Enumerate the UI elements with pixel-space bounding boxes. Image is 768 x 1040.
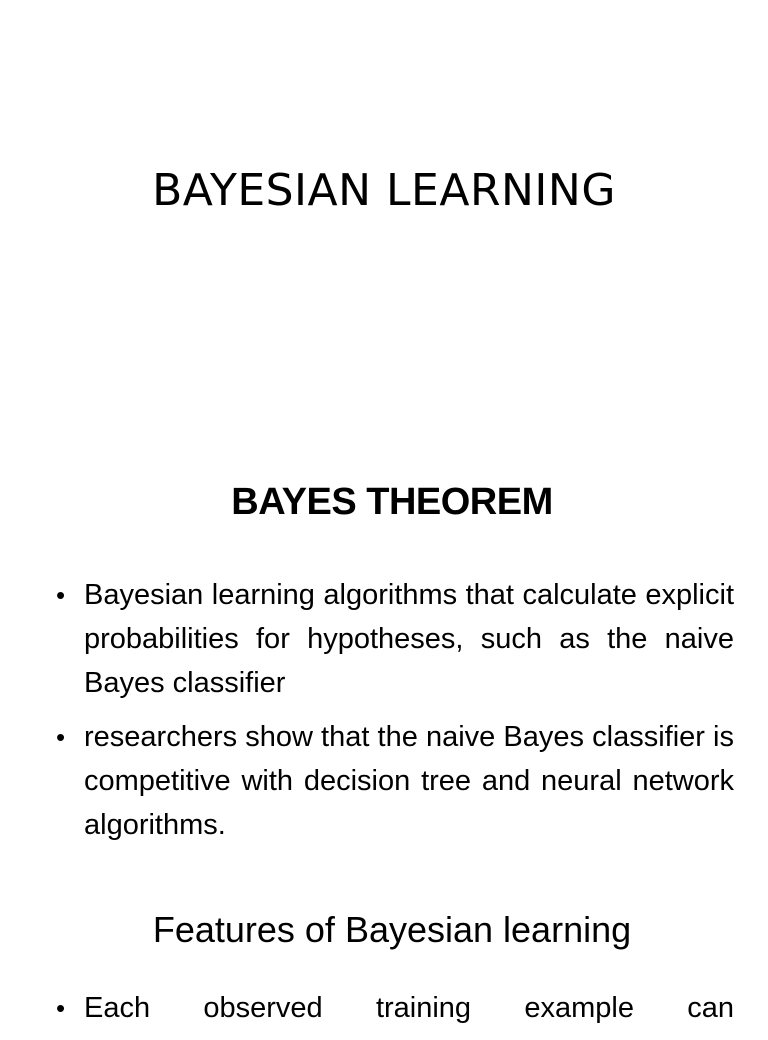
bullet-text: Bayesian learning algorithms that calculate explicit probabilities for hypotheses, such as the naive Bayes classifier [84,579,734,699]
bullet-text: researchers show that the naive Bayes classifier is competitive with decision tree and neural network algorithms. [84,721,734,841]
bayes-theorem-list [52,573,734,857]
bullet-icon: • [56,993,66,1023]
list-item [52,573,734,705]
features-heading: Features of Bayesian learning [152,909,632,950]
bullet-text: Each observed training example can [84,992,734,1024]
list-item [52,986,734,1030]
features-list [52,986,734,1040]
bayes-theorem-heading: BAYES THEOREM [231,481,553,523]
slide-title: BAYESIAN LEARNING [152,165,616,216]
bullet-icon: • [56,722,66,752]
list-item [52,715,734,847]
bullet-icon: • [56,580,66,610]
